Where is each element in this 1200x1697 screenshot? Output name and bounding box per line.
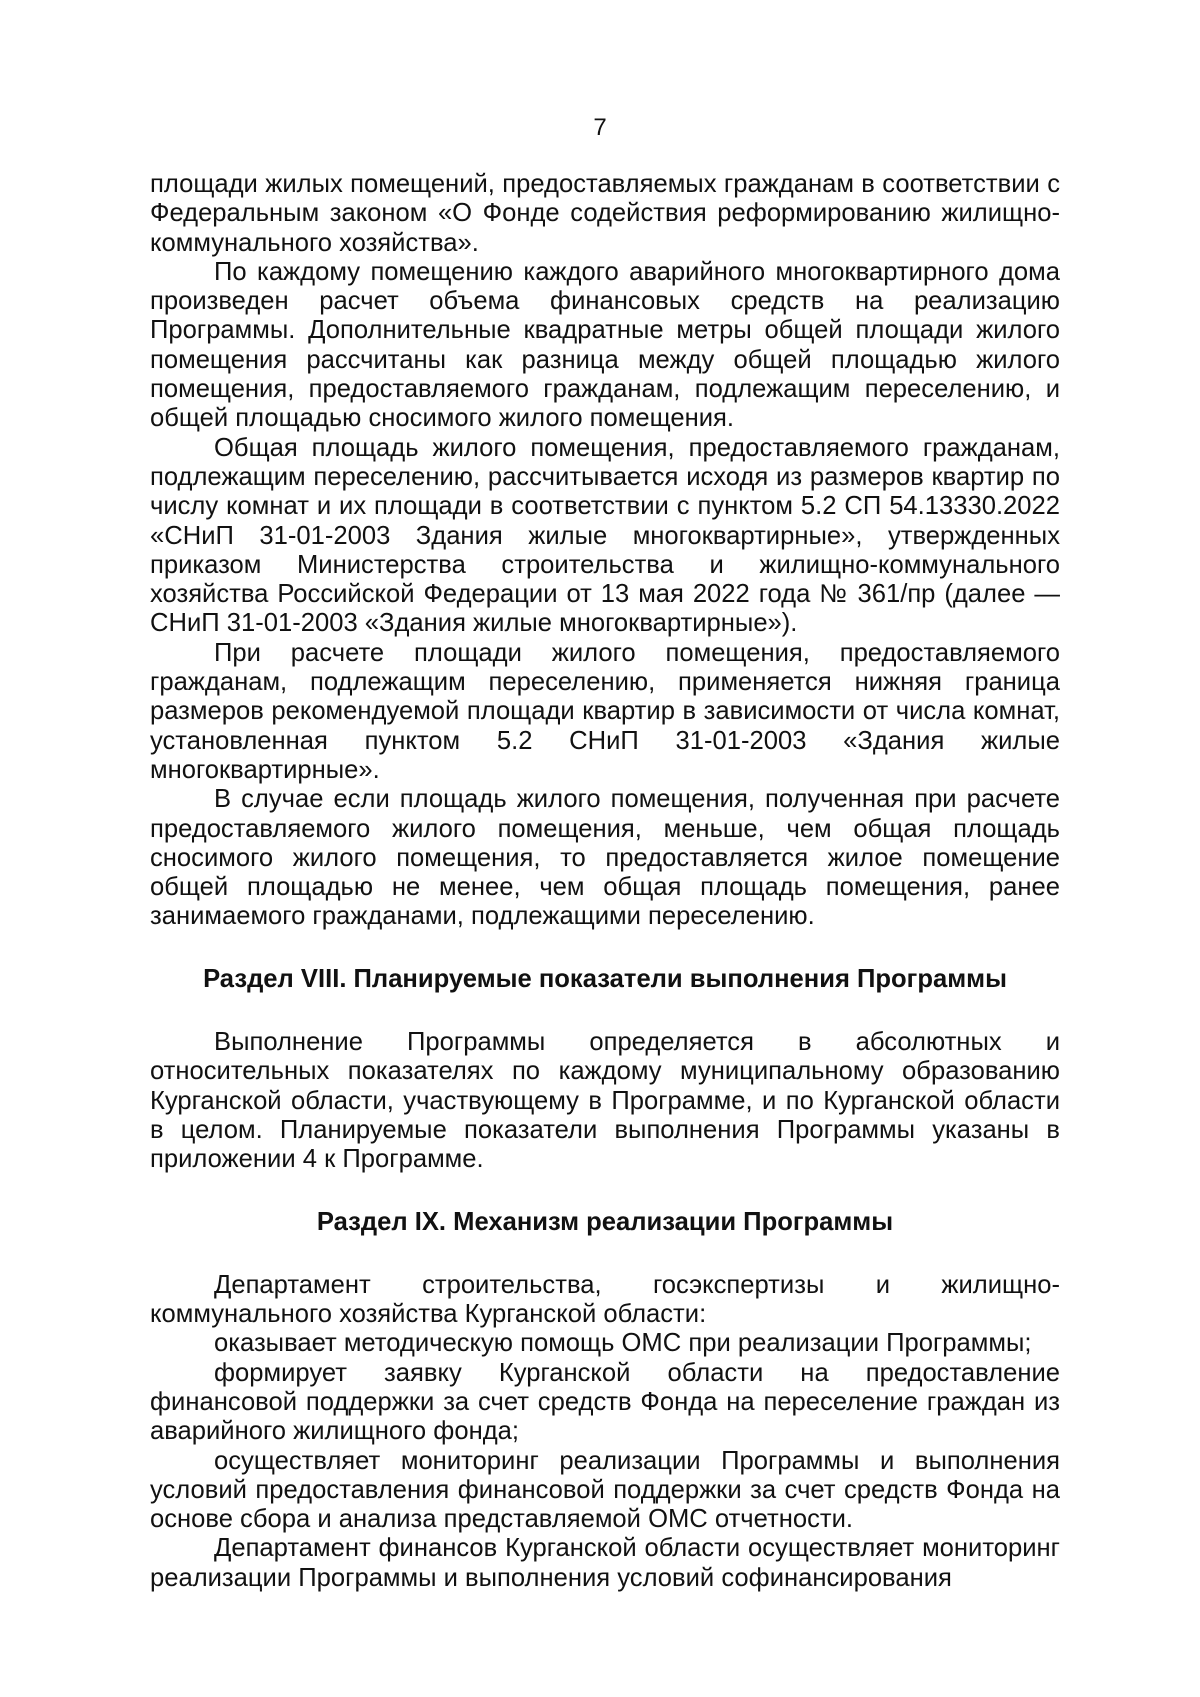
section-heading-8: Раздел VIII. Планируемые показатели выполнения Программы [203,964,1007,993]
paragraph: По каждому помещению каждого аварийного многоквартирного дома произведен расчет объема финансовых средств на реализацию Программы. Дополнительные квадратные метры общей площади жилого помещения рассчитаны как разница между общей площадью жилого помещения, предоставляемого гражданам, подлежащим переселению, и общей площадью сносимого жилого помещения. [150,257,1060,433]
spacer [150,932,1060,965]
page-number: 7 [593,114,607,141]
body-text [150,170,1060,1593]
spacer [150,994,1060,1028]
paragraph: В случае если площадь жилого помещения, полученная при расчете предоставляемого жилого помещения, меньше, чем общая площадь сносимого жилого помещения, то предоставляется жилое помещение общей площадью не менее, чем общая площадь помещения, ранее занимаемого гражданами, подлежащими переселению. [150,785,1060,931]
paragraph: Департамент финансов Курганской области осуществляет мониторинг реализации Программы и выполнения условий софинансирования [150,1534,1060,1592]
paragraph: осуществляет мониторинг реализации Программы и выполнения условий предоставления финансовой поддержки за счет средств Фонда на основе сбора и анализа представляемой ОМС отчетности. [150,1446,1060,1534]
paragraph: формирует заявку Курганской области на предоставление финансовой поддержки за счет средств Фонда на переселение граждан из аварийного жилищного фонда; [150,1358,1060,1446]
paragraph: При расчете площади жилого помещения, предоставляемого гражданам, подлежащим переселению, применяется нижняя граница размеров рекомендуемой площади квартир в зависимости от числа комнат, установленная пунктом 5.2 СНиП 31-01-2003 «Здания жилые многоквартирные». [150,638,1060,784]
paragraph: Департамент строительства, госэкспертизы и жилищно-коммунального хозяйства Курганской области: [150,1270,1060,1329]
section-heading-9: Раздел IX. Механизм реализации Программы [316,1207,894,1236]
paragraph: площади жилых помещений, предоставляемых гражданам в соответствии с Федеральным законом «О Фонде содействия реформированию жилищно-коммунального хозяйства». [150,170,1060,257]
paragraph: Выполнение Программы определяется в абсолютных и относительных показателях по каждому муниципальному образованию Курганской области, участвующему в Программе, и по Курганской области в целом. Планируемые показатели выполнения Программы указаны в приложении 4 к Программе. [150,1028,1060,1174]
paragraph: оказывает методическую помощь ОМС при реализации Программы; [214,1329,1032,1358]
paragraph: Общая площадь жилого помещения, предоставляемого гражданам, подлежащим переселению, рассчитывается исходя из размеров квартир по числу комнат и их площади в соответствии с пунктом 5.2 СП 54.13330.2022 «СНиП 31-01-2003 Здания жилые многоквартирные», утвержденных приказом Министерства строительства и жилищно-коммунального хозяйства Российской Федерации от 13 мая 2022 года № 361/пр (далее — СНиП 31-01-2003 «Здания жилые многоквартирные»). [150,433,1060,638]
spacer [150,1175,1060,1208]
spacer [150,1237,1060,1271]
